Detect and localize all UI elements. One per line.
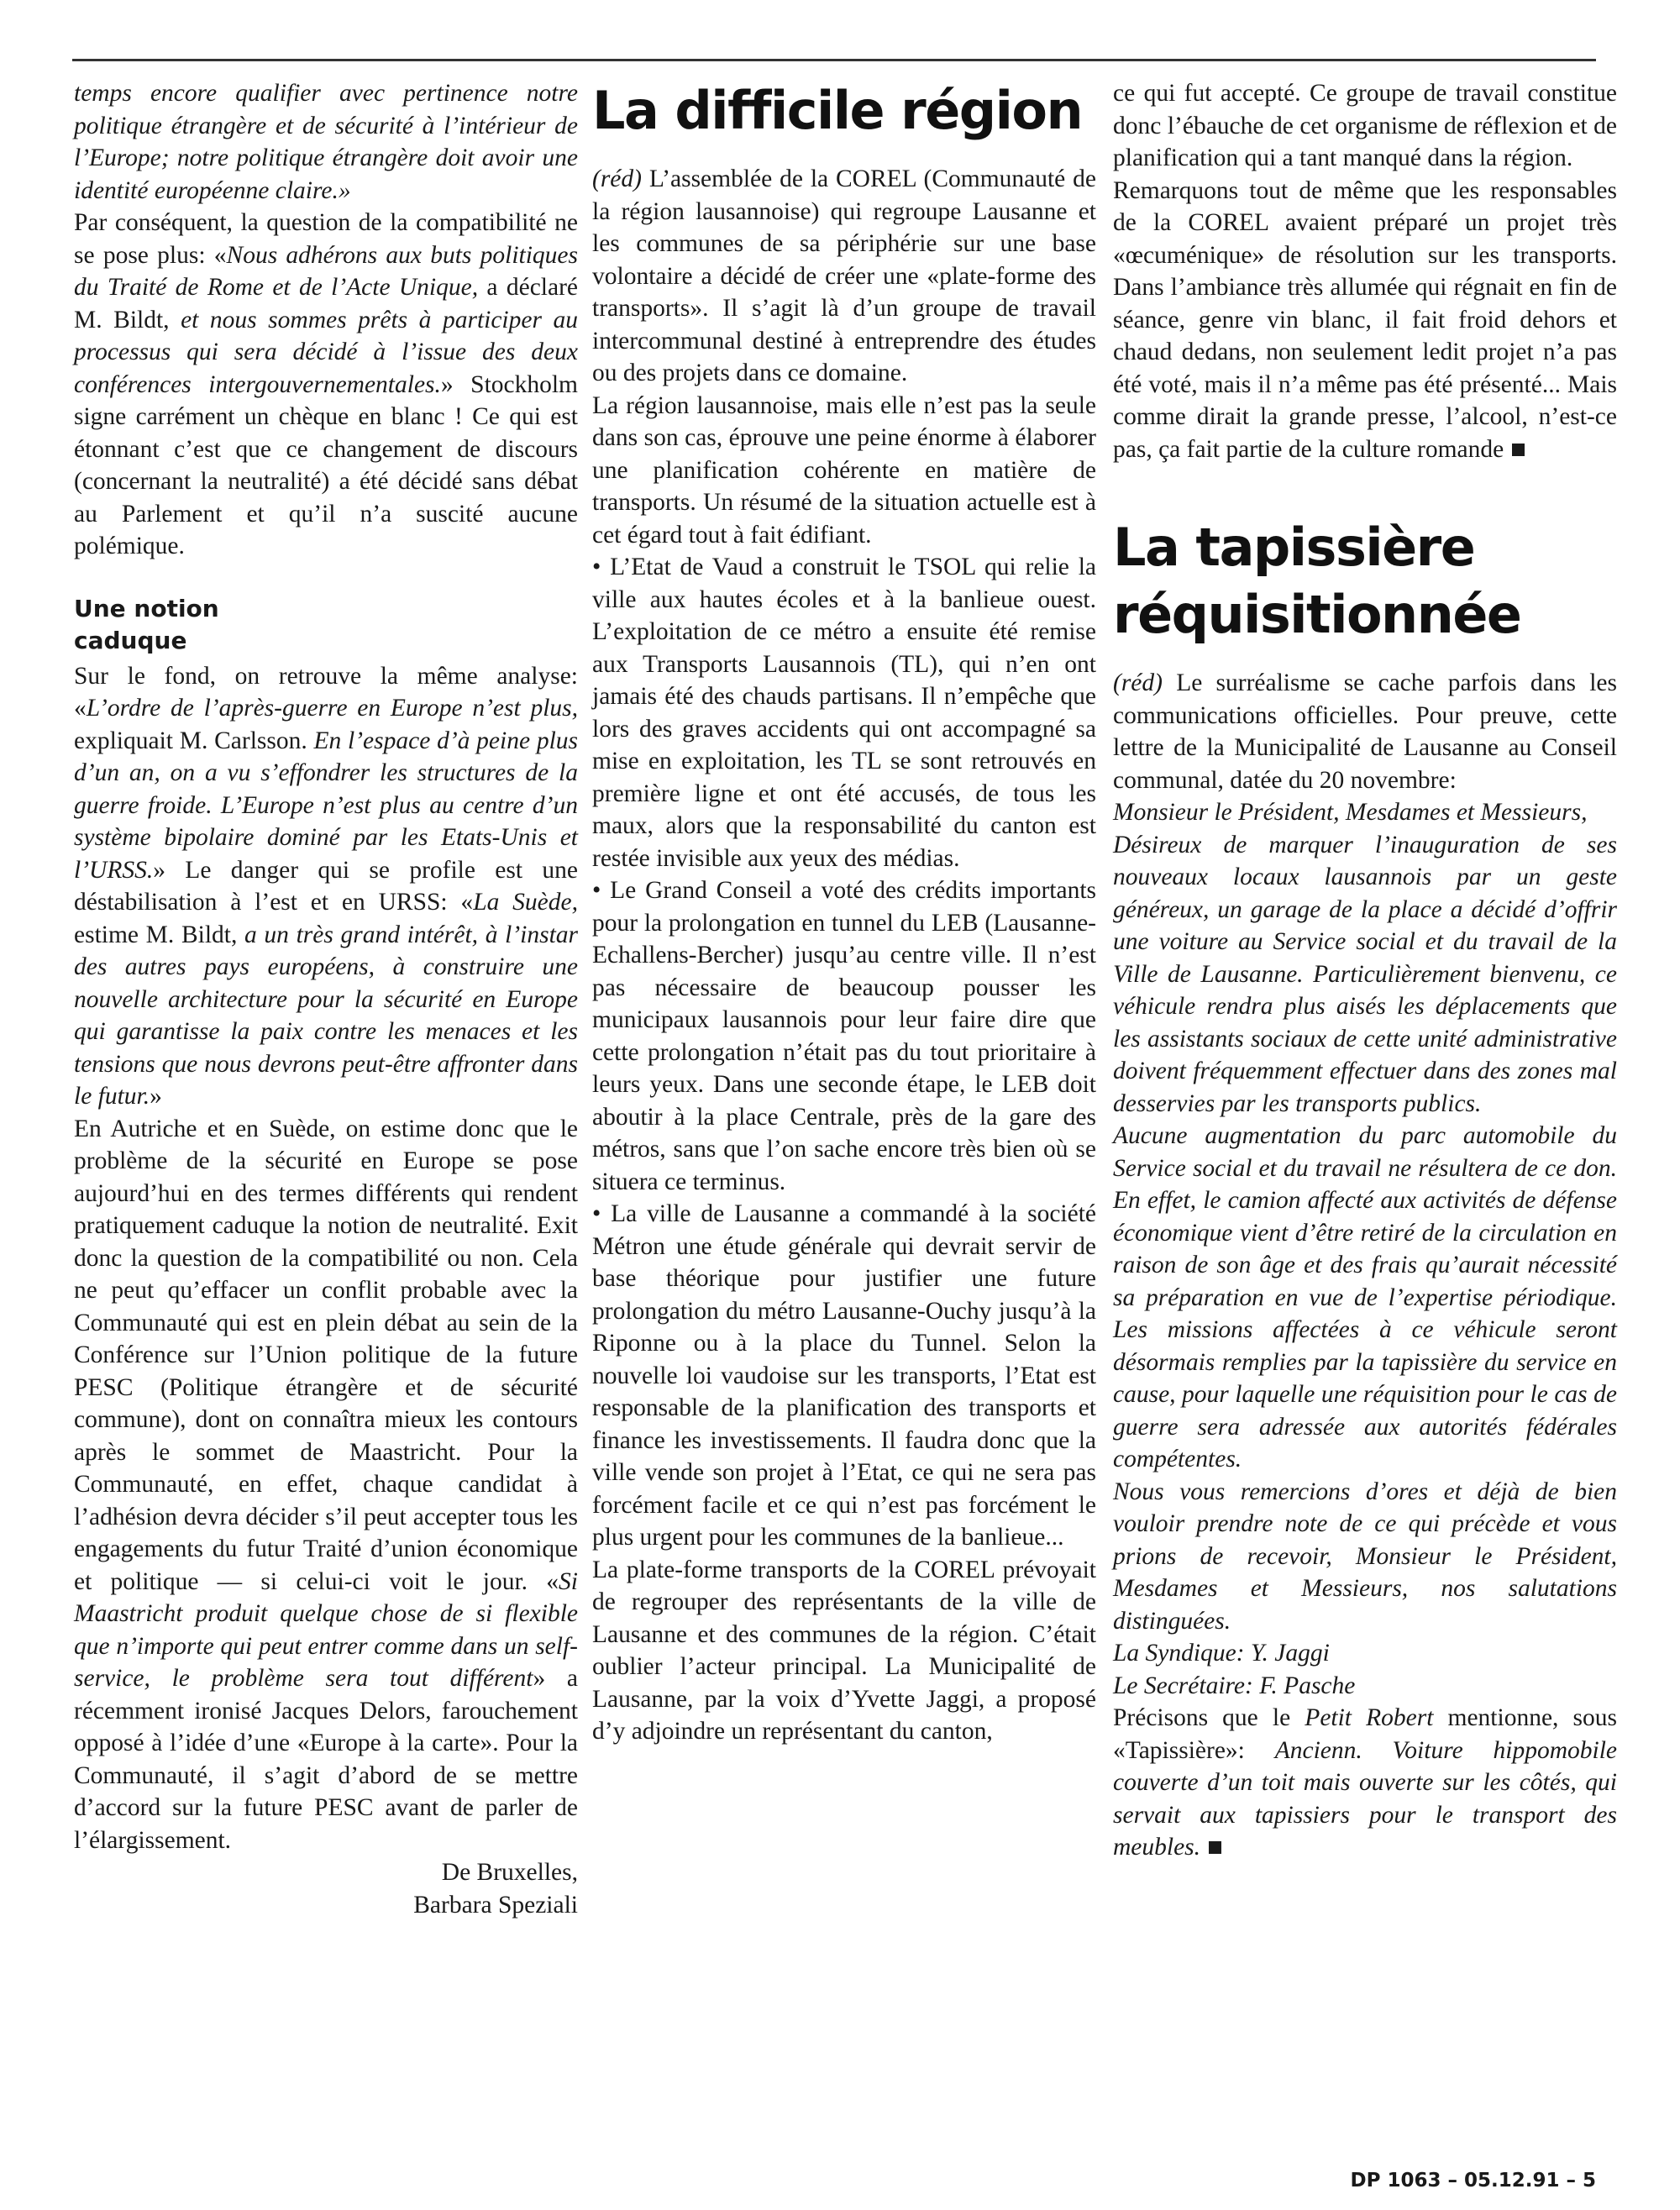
page-folio: DP 1063 – 05.12.91 – 5 <box>1350 2170 1596 2192</box>
right-paragraph-1: ce qui fut accepté. Ce groupe de travail constitue donc l’ébauche de cet organisme de réflexion et de planification qui a tant manqué dans la région. <box>1113 80 1617 171</box>
right-paragraph-3: (réd) Le surréalisme se cache parfois dans les communications officielles. Pour preuve, cette lettre de la Municipalité de Lausanne au Conseil communal, datée du 20 novembre: <box>1113 669 1617 794</box>
left-paragraph-1: temps encore qualifier avec pertinence notre politique étrangère et de sécurité à l’intérieur de l’Europe; notre politique étrangère doit avoir une identité européenne claire.» <box>74 80 578 204</box>
right-paragraph-2: Remarquons tout de même que les responsables de la COREL avaient préparé un projet très «œcuménique» de résolution sur les transports. Dans l’ambiance très allumée qui régnait en fin de séance, genre vin blanc, il fait froid dehors et chaud dedans, non seulement ledit projet n’a pas été voté, mais il n’a même pas été présenté... Mais comme dirait la grande presse, l’alcool, n’est-ce pas, ça fait partie de la culture romande <box>1113 176 1617 463</box>
column-middle <box>592 77 1096 1748</box>
left-paragraph-3: Sur le fond, on retrouve la même analyse: «L’ordre de l’après-guerre en Europe n’est plus, expliquait M. Carlsson. En l’espace d’à peine plus d’un an, on a vu s’effondrer les structures de la guerre froide. L’Europe n’est plus au centre d’un système bipolaire dominé par les Etats-Unis et l’URSS.» Le danger qui se profile est une déstabilisation à l’est et en URSS: «La Suède, estime M. Bildt, a un très grand intérêt, à l’instar des autres pays européens, à construire une nouvelle architecture pour la sécurité en Europe qui garantisse la paix contre les menaces et les tensions que nous devrons peut-être affronter dans le futur.» <box>74 662 579 1110</box>
bullet-tsol: • L’Etat de Vaud a construit le TSOL qui relie la ville aux hautes écoles et à la banlieue ouest. L’exploitation de ce métro a ensuite été remise aux Transports Lausannois (TL), qui n’en ont jamais été des chauds partisans. Il n’empêche que lors des graves accidents qui ont accompagné sa mise en exploitation, les TL se sont retrouvés en première ligne et ont été accusés, de tous les maux, alors que la responsabilité du canton est restée invisible aux yeux des médias. <box>592 554 1096 872</box>
end-mark-icon <box>1512 444 1525 456</box>
headline-tapissiere: La tapissière réquisitionnée <box>1113 517 1521 645</box>
left-paragraph-2: Par conséquent, la question de la compatibilité ne se pose plus: «Nous adhérons aux buts politiques du Traité de Rome et de l’Acte Unique, a déclaré M. Bildt, et nous sommes prêts à participer au processus qui sera décidé à l’issue des deux conférences intergouvernementales.» Stockholm signe carrément un chèque en blanc ! Ce qui est étonnant c’est que ce changement de discours (concernant la neutralité) a été décidé sans débat au Parlement et qu’il n’a suscité aucune polémique. <box>74 209 578 559</box>
bullet-leb: • Le Grand Conseil a voté des crédits importants pour la prolongation en tunnel du LEB (Lausanne-Echallens-Bercher) jusqu’au centre ville. Il n’est pas nécessaire de beaucoup pousser les municipaux lausannois pour leur faire dire que cette prolongation n’était pas du tout prioritaire à leurs yeux. Dans une seconde étape, le LEB doit aboutir à la place Centrale, près de la gare des métros, sans que l’on sache encore très bien où se situera ce terminus. <box>592 877 1096 1195</box>
middle-paragraph-1: (réd) L’assemblée de la COREL (Communauté de la région lausannoise) qui regroupe Lausanne et les communes de sa périphérie sur une base volontaire a décidé de créer une «plate-forme des transports». Il s’agit là d’un groupe de travail intercommunal destiné à entreprendre des études ou des projets dans ce domaine. <box>592 165 1096 386</box>
right-paragraph-4: Précisons que le Petit Robert mentionne, sous «Tapissière»: Ancienn. Voiture hippomobile couverte d’un toit mais ouverte sur les côtés, qui servait aux tapissiers pour le transport des meubles. <box>1113 1704 1617 1861</box>
letter-signature-secretaire: Le Secrétaire: F. Pasche <box>1113 1672 1356 1699</box>
letter-salutation: Monsieur le Président, Mesdames et Messieurs, <box>1113 799 1588 826</box>
letter-paragraph-2: Aucune augmentation du parc automobile du Service social et du travail ne résultera de ce don. En effet, le camion affecté aux activités de défense économique vient d’être retiré de la circulation en raison de son âge et des frais qu’aurait nécessité sa préparation en vue de l’expertise périodique. Les missions affectées à ce véhicule seront désormais remplies par la tapissière du service en cause, pour laquelle une réquisition pour le cas de guerre sera adressée aux autorités fédérales compétentes. <box>1113 1122 1617 1472</box>
column-left <box>74 77 578 1921</box>
subheading-notion-caduque: Une notion caduque <box>74 594 219 654</box>
letter-paragraph-1: Désireux de marquer l’inauguration de ses nouveaux locaux lausannois par un geste généreux, un garage de la place a décidé d’offrir une voiture au Service social et du travail de la Ville de Lausanne. Particulièrement bienvenu, ce véhicule rendra plus aisés les déplacements que les assistants sociaux de cette unité administrative doivent fréquemment effectuer dans des zones mal desservies par les transports publics. <box>1113 831 1617 1117</box>
end-mark-icon <box>1209 1841 1221 1854</box>
headline-difficile-region: La difficile région <box>592 80 1083 141</box>
signature-author: Barbara Speziali <box>413 1891 578 1919</box>
letter-signature-syndique: La Syndique: Y. Jaggi <box>1113 1640 1330 1667</box>
left-paragraph-4: En Autriche et en Suède, on estime donc que le problème de la sécurité en Europe se pose aujourd’hui en des termes différents qui rendent pratiquement caduque la notion de neutralité. Exit donc la question de la compatibilité ou non. Cela ne peut qu’effacer un conflit probable avec la Communauté qui est en plein débat au sein de la Conférence sur l’Union politique de la future PESC (Politique étrangère et de sécurité commune), dont on connaîtra mieux les contours après le sommet de Maastricht. Pour la Communauté, en effet, chaque candidat à l’adhésion devra décider s’il peut accepter tous les engagements du futur Traité d’union économique et politique — si celui-ci voit le jour. «Si Maastricht produit quelque chose de si flexible que n’importe qui peut entrer comme dans un self-service, le problème sera tout différent» a récemment ironisé Jacques Delors, farouchement opposé à l’idée d’une «Europe à la carte». Pour la Communauté, il s’agit d’abord de se mettre d’accord sur la future PESC avant de parler de l’élargissement. <box>74 1115 578 1854</box>
signature-place: De Bruxelles, <box>441 1859 578 1886</box>
bullet-metron: • La ville de Lausanne a commandé à la société Métron une étude générale qui devrait servir de base théorique pour justifier une future prolongation du métro Lausanne-Ouchy jusqu’à la Riponne ou à la place du Tunnel. Selon la nouvelle loi vaudoise sur les transports, l’Etat est responsable de la planification des transports et finance les investissements. Il faudra donc que la ville vende son projet à l’Etat, ce qui ne sera pas forcément facile et ce qui n’est pas forcément le plus urgent pour les communes de la banlieue... <box>592 1200 1096 1551</box>
letter-paragraph-3: Nous vous remercions d’ores et déjà de bien vouloir prendre note de ce qui précède et vous prions de recevoir, Monsieur le Président, Mesdames et Messieurs, nos salutations distinguées. <box>1113 1478 1617 1635</box>
middle-paragraph-2: La région lausannoise, mais elle n’est pas la seule dans son cas, éprouve une peine énorme à élaborer une planification cohérente en matière de transports. Un résumé de la situation actuelle est à cet égard tout à fait édifiant. <box>592 391 1096 549</box>
column-right <box>1113 77 1617 1864</box>
middle-paragraph-3: La plate-forme transports de la COREL prévoyait de regrouper des représentants de la ville de Lausanne et des communes de la région. C’était oublier l’acteur principal. La Municipalité de Lausanne, par la voix d’Yvette Jaggi, a proposé d’y adjoindre un représentant du canton, <box>592 1556 1096 1745</box>
top-rule <box>72 59 1596 61</box>
